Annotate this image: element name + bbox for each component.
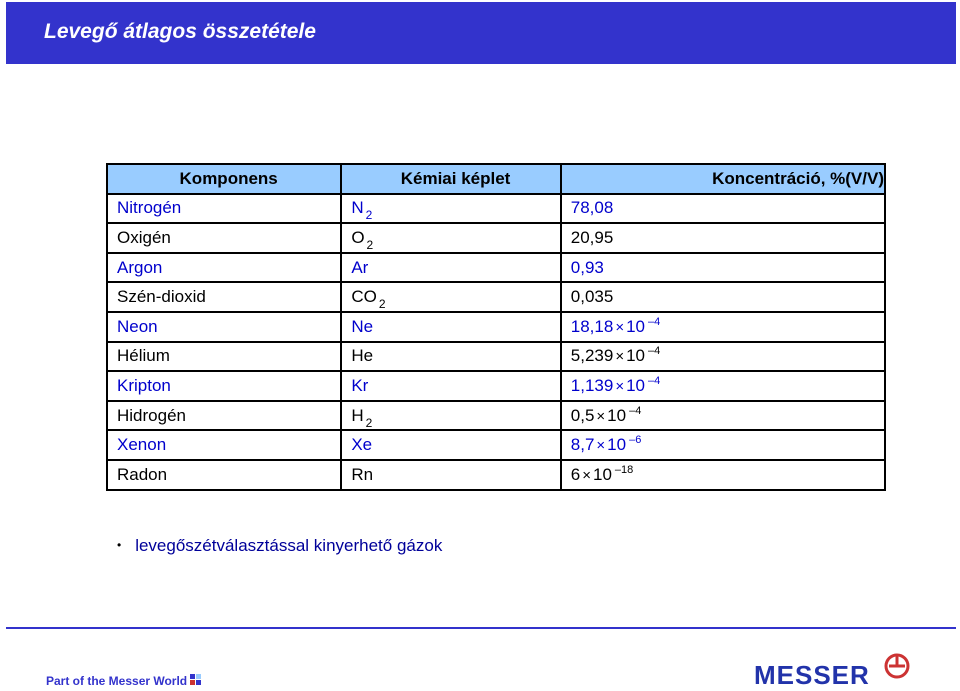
formula-subscript: 2	[365, 415, 373, 430]
concentration-mantissa: 18,18	[570, 316, 614, 336]
component-name: Szén-dioxid	[107, 282, 341, 312]
concentration-mantissa: 0,5	[570, 405, 595, 425]
composition-table	[106, 163, 886, 491]
concentration	[561, 371, 885, 401]
tagline-prefix: Part of the	[46, 674, 109, 688]
squares-icon	[190, 674, 204, 688]
table-row	[107, 223, 885, 253]
chemical-formula	[341, 430, 560, 460]
concentration-exponent: –4	[648, 315, 661, 328]
component-name: Hélium	[107, 342, 341, 372]
concentration-exponent: –4	[629, 404, 642, 417]
chemical-formula	[341, 342, 560, 372]
table-header-row	[107, 164, 885, 194]
messer-emblem-icon	[884, 653, 910, 679]
formula-symbol: Ne	[351, 316, 374, 336]
times-symbol: ×	[582, 466, 591, 484]
bullet-icon: •	[117, 538, 122, 552]
table-row	[107, 312, 885, 342]
concentration	[561, 342, 885, 372]
formula-symbol: CO	[351, 287, 377, 307]
table-row	[107, 253, 885, 283]
footer-divider	[6, 627, 956, 629]
component-name: Xenon	[107, 430, 341, 460]
chemical-formula	[341, 371, 560, 401]
times-symbol: ×	[615, 377, 625, 395]
concentration-exponent: –18	[614, 463, 634, 476]
concentration	[561, 460, 885, 490]
component-name: Radon	[107, 460, 341, 490]
formula-symbol: Kr	[351, 375, 369, 395]
formula-subscript: 2	[365, 208, 373, 223]
table-row	[107, 401, 885, 431]
chemical-formula	[341, 253, 560, 283]
base-ten: 10	[626, 375, 645, 395]
header-formula: Kémiai képlet	[341, 164, 560, 194]
formula-symbol: N	[351, 198, 364, 218]
component-name: Neon	[107, 312, 341, 342]
concentration-exponent: –4	[648, 345, 661, 358]
bullet-note	[117, 536, 442, 556]
concentration	[561, 312, 885, 342]
table-row	[107, 430, 885, 460]
formula-symbol: He	[351, 346, 374, 366]
formula-symbol: O	[351, 227, 365, 247]
component-name: Oxigén	[107, 223, 341, 253]
component-name: Argon	[107, 253, 341, 283]
concentration-mantissa: 6	[570, 464, 581, 484]
concentration-mantissa: 8,7	[570, 435, 595, 455]
chemical-formula	[341, 312, 560, 342]
concentration: 0,035	[561, 282, 885, 312]
times-symbol: ×	[596, 407, 606, 425]
base-ten: 10	[607, 435, 627, 455]
base-ten: 10	[593, 464, 612, 484]
times-symbol: ×	[615, 318, 625, 336]
table-row	[107, 460, 885, 490]
component-name: Hidrogén	[107, 401, 341, 431]
tagline-brand: Messer World	[108, 674, 188, 688]
table-row	[107, 342, 885, 372]
formula-subscript: 2	[378, 297, 386, 312]
formula-symbol: Ar	[351, 257, 369, 277]
component-name: Kripton	[107, 371, 341, 401]
concentration	[561, 401, 885, 431]
messer-logo: MESSER	[754, 660, 870, 690]
times-symbol: ×	[596, 437, 606, 455]
table-row	[107, 282, 885, 312]
concentration	[561, 430, 885, 460]
formula-symbol: Rn	[351, 464, 374, 484]
base-ten: 10	[626, 346, 645, 366]
concentration: 20,95	[561, 223, 885, 253]
note-text: levegőszétválasztással kinyerhető gázok	[135, 536, 443, 555]
chemical-formula	[341, 194, 560, 224]
base-ten: 10	[607, 405, 627, 425]
formula-symbol: H	[351, 405, 364, 425]
concentration-mantissa: 5,239	[570, 346, 614, 366]
chemical-formula	[341, 223, 560, 253]
footer-tagline	[46, 674, 187, 688]
base-ten: 10	[626, 316, 645, 336]
formula-subscript: 2	[366, 237, 374, 252]
concentration-exponent: –4	[648, 374, 661, 387]
table-row	[107, 194, 885, 224]
title-bar	[6, 2, 956, 64]
formula-symbol: Xe	[351, 435, 373, 455]
concentration-mantissa: 1,139	[570, 375, 614, 395]
header-component: Komponens	[107, 164, 341, 194]
times-symbol: ×	[615, 348, 625, 366]
concentration: 78,08	[561, 194, 885, 224]
slide-title: Levegő átlagos összetétele	[44, 20, 316, 43]
concentration: 0,93	[561, 253, 885, 283]
chemical-formula	[341, 282, 560, 312]
chemical-formula	[341, 460, 560, 490]
table-row	[107, 371, 885, 401]
concentration-exponent: –6	[629, 434, 642, 447]
header-concentration: Koncentráció, %(V/V)	[561, 164, 885, 194]
chemical-formula	[341, 401, 560, 431]
component-name: Nitrogén	[107, 194, 341, 224]
